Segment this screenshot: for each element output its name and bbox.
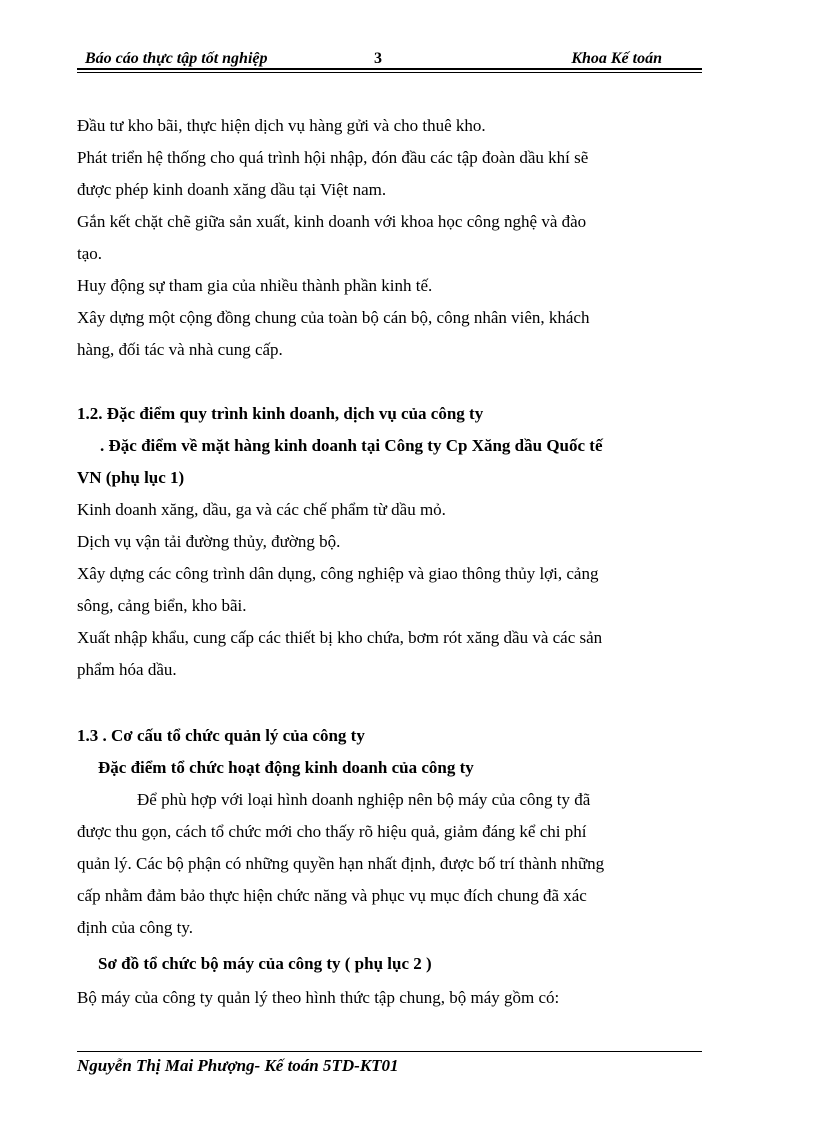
paragraph-first-line: Để phù hợp với loại hình doanh nghiệp nên bộ máy của công ty đã: [137, 790, 591, 809]
body-line: tạo.: [77, 244, 103, 263]
body-line: Kinh doanh xăng, dầu, ga và các chế phẩm từ dầu mỏ.: [77, 500, 446, 519]
footer-author: Nguyễn Thị Mai Phượng- Kế toán 5TD-KT01: [77, 1056, 399, 1075]
body-line: được thu gọn, cách tổ chức mới cho thấy rõ hiệu quả, giảm đáng kể chi phí: [77, 822, 587, 841]
body-line: cấp nhằm đảm bảo thực hiện chức năng và phục vụ mục đích chung đã xác: [77, 886, 587, 905]
subsection-heading: Đặc điểm tổ chức hoạt động kinh doanh của công ty: [98, 758, 474, 777]
body-line: định của công ty.: [77, 918, 193, 937]
body-line: Huy động sự tham gia của nhiều thành phần kinh tế.: [77, 276, 433, 295]
subsection-heading-org-chart: Sơ đồ tổ chức bộ máy của công ty ( phụ lục 2 ): [98, 954, 432, 973]
body-line: Xuất nhập khẩu, cung cấp các thiết bị kho chứa, bơm rót xăng dầu và các sản: [77, 628, 603, 647]
body-line: Gắn kết chặt chẽ giữa sản xuất, kinh doanh với khoa học công nghệ và đào: [77, 212, 587, 231]
header-department: Khoa Kế toán: [571, 50, 662, 67]
body-line: Bộ máy của công ty quản lý theo hình thức tập chung, bộ máy gồm có:: [77, 988, 560, 1007]
footer-rule: [77, 1051, 702, 1052]
header-report-title: Báo cáo thực tập tốt nghiệp: [85, 50, 268, 67]
body-line: phẩm hóa dầu.: [77, 660, 177, 679]
body-line: Đầu tư kho bãi, thực hiện dịch vụ hàng gửi và cho thuê kho.: [77, 116, 486, 135]
body-line: Dịch vụ vận tải đường thủy, đường bộ.: [77, 532, 341, 551]
page-header: [77, 48, 702, 70]
section-heading-1-3: 1.3 . Cơ cấu tổ chức quản lý của công ty: [77, 726, 365, 745]
subsection-heading-cont: VN (phụ lục 1): [77, 468, 185, 487]
body-line: Xây dựng một cộng đồng chung của toàn bộ cán bộ, công nhân viên, khách: [77, 308, 590, 327]
body-line: Phát triển hệ thống cho quá trình hội nhập, đón đầu các tập đoàn dầu khí sẽ: [77, 148, 589, 167]
body-line: Xây dựng các công trình dân dụng, công nghiệp và giao thông thủy lợi, cảng: [77, 564, 599, 583]
page-number: 3: [374, 50, 382, 67]
body-line: quản lý. Các bộ phận có những quyền hạn nhất định, được bố trí thành những: [77, 854, 605, 873]
header-rule-thick: [77, 68, 702, 70]
section-heading-1-2: 1.2. Đặc điểm quy trình kinh doanh, dịch vụ của công ty: [77, 404, 484, 423]
body-line: hàng, đối tác và nhà cung cấp.: [77, 340, 283, 359]
body-line: sông, cảng biển, kho bãi.: [77, 596, 247, 615]
subsection-heading: . Đặc điểm về mặt hàng kinh doanh tại Công ty Cp Xăng dầu Quốc tế: [100, 436, 603, 455]
header-rule-thin: [77, 72, 702, 73]
body-line: được phép kinh doanh xăng dầu tại Việt nam.: [77, 180, 387, 199]
